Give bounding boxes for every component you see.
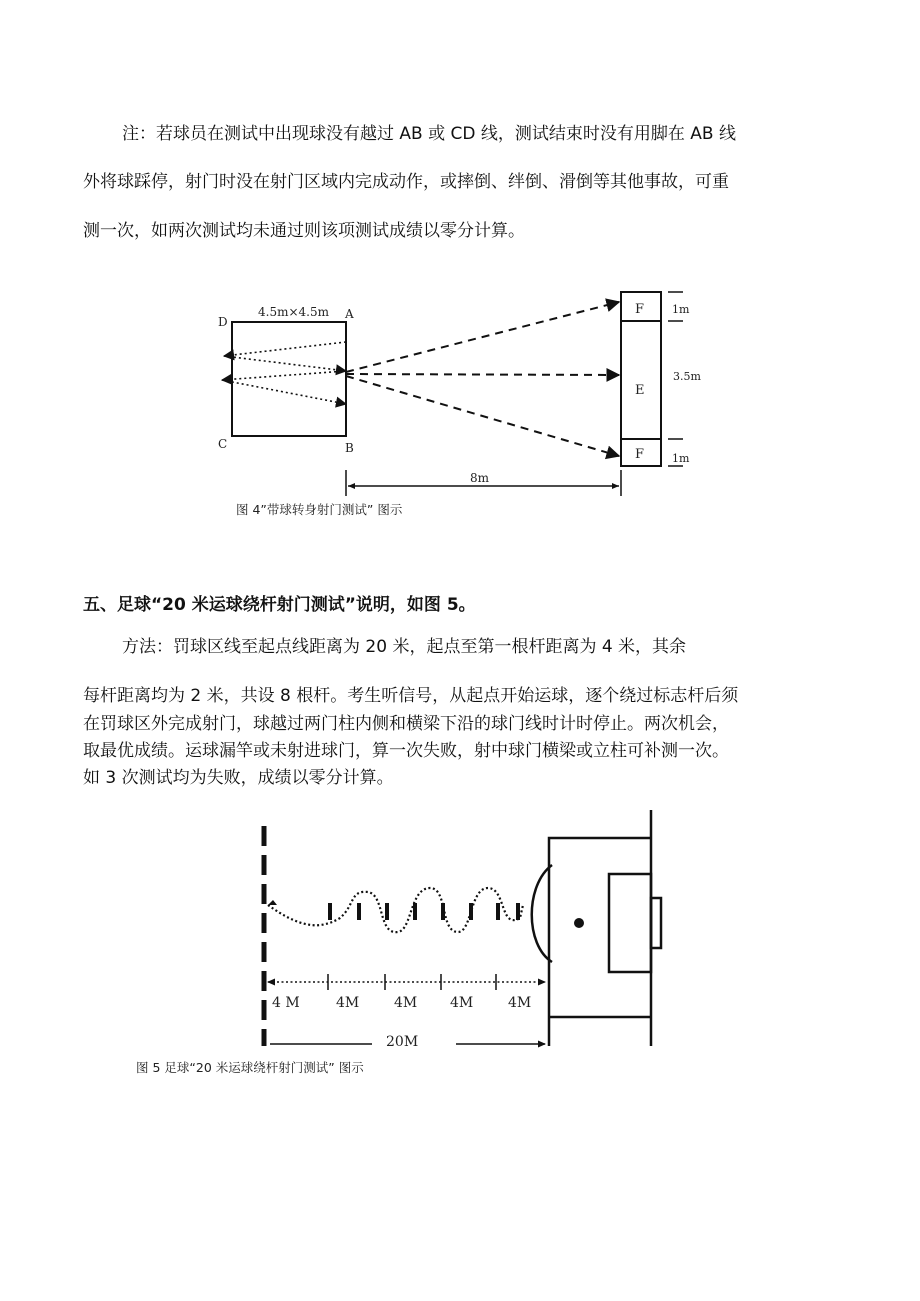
poles <box>328 903 520 920</box>
note-line-2: 外将球踩停，射门时没在射门区域内完成动作，或摔倒、绊倒、滑倒等其他事故，可重 <box>83 172 729 192</box>
method-line-5: 如 3 次测试均为失败，成绩以零分计算。 <box>83 768 394 788</box>
dribble-path <box>268 888 523 932</box>
total-distance-label: 20M <box>386 1034 419 1050</box>
goal-bottom-f: F <box>635 447 645 462</box>
note-line-3: 测一次，如两次测试均未通过则该项测试成绩以零分计算。 <box>83 221 525 241</box>
note-line-1: 注：若球员在测试中出现球没有越过 AB 或 CD 线，测试结束时没有用脚在 AB 线 <box>122 124 736 144</box>
square-size-label: 4.5m×4.5m <box>258 305 329 319</box>
goal <box>651 898 661 948</box>
figure-4-caption: 图 4”带球转身射门测试” 图示 <box>236 502 403 517</box>
goal-top-f: F <box>635 302 645 317</box>
segment-label-2: 4M <box>336 995 360 1011</box>
section-5-heading: 五、足球“20 米运球绕杆射门测试”说明，如图 5。 <box>83 595 476 615</box>
corner-a-label: A <box>345 307 354 321</box>
method-line-1: 方法：罚球区线至起点线距离为 20 米，起点至第一根杆距离为 4 米，其余 <box>122 637 687 657</box>
dim-top-label: 1m <box>672 303 690 316</box>
corner-d-label: D <box>218 315 228 329</box>
penalty-box <box>549 838 651 1046</box>
method-line-4: 取最优成绩。运球漏竿或未射进球门，算一次失败，射中球门横梁或立柱可补测一次。 <box>83 741 729 761</box>
figure-5-caption: 图 5 足球“20 米运球绕杆射门测试” 图示 <box>136 1060 364 1075</box>
method-line-3: 在罚球区外完成射门，球越过两门柱内侧和横梁下沿的球门线时计时停止。两次机会， <box>83 714 729 734</box>
segment-label-4: 4M <box>450 995 474 1011</box>
dim-middle-label: 3.5m <box>673 370 701 383</box>
corner-b-label: B <box>345 441 354 455</box>
segment-label-1: 4 M <box>272 995 300 1011</box>
goal-area <box>609 874 651 972</box>
segment-label-5: 4M <box>508 995 532 1011</box>
method-line-2: 每杆距离均为 2 米，共设 8 根杆。考生听信号，从起点开始运球，逐个绕过标志杆后须 <box>83 686 739 706</box>
goal-middle-e: E <box>635 383 645 398</box>
segment-label-3: 4M <box>394 995 418 1011</box>
penalty-spot <box>574 918 584 928</box>
dim-bottom-label: 1m <box>672 452 690 465</box>
corner-c-label: C <box>218 437 228 451</box>
distance-label: 8m <box>470 471 490 485</box>
